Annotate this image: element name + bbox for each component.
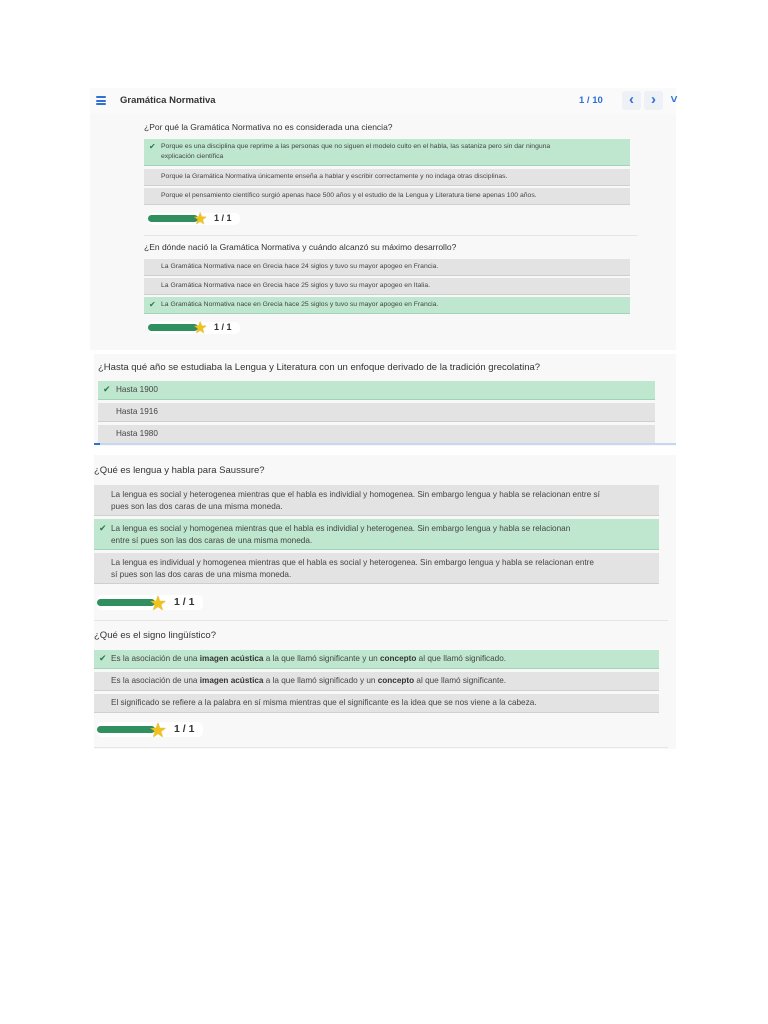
question-block-3 — [94, 455, 676, 749]
page-title: Gramática Normativa — [120, 95, 216, 106]
option-text: Es la asociación de una imagen acústica a la que llamó significado y un concepto al que llamó significante. — [111, 676, 507, 685]
progress-bar — [148, 215, 198, 222]
option-text: La Gramática Normativa nace en Grecia hace 25 siglos y tuvo su mayor apogeo en Francia. — [161, 301, 439, 308]
option-text: Porque el pensamiento científico surgió apenas hace 500 años y el estudio de la Lengua y Literatura tiene apenas 100 años. — [161, 192, 537, 199]
chevron-right-icon: › — [651, 91, 656, 108]
question-block-2 — [94, 354, 676, 446]
answer-option[interactable] — [98, 425, 655, 444]
score-indicator — [97, 720, 207, 740]
divider — [94, 620, 668, 621]
option-text: Hasta 1900 — [116, 385, 158, 394]
check-icon: ✔ — [99, 653, 107, 663]
answer-option[interactable] — [94, 553, 659, 584]
option-text: Es la asociación de una imagen acústica a la que llamó significante y un concepto al que llamó significado. — [111, 654, 507, 663]
menu-icon[interactable] — [96, 96, 106, 104]
answer-option-correct[interactable] — [144, 139, 630, 166]
score-text: 1 / 1 — [214, 213, 232, 223]
prev-page-button[interactable] — [622, 91, 641, 110]
answer-option[interactable] — [94, 672, 659, 691]
option-text: La Gramática Normativa nace en Grecia hace 24 siglos y tuvo su mayor apogeo en Francia. — [161, 263, 439, 270]
answer-option-correct[interactable] — [94, 650, 659, 669]
score-indicator — [148, 211, 244, 227]
progress-bar — [97, 726, 155, 733]
top-bar — [90, 88, 676, 114]
question-prompt: ¿Por qué la Gramática Normativa no es considerada una ciencia? — [144, 122, 393, 132]
star-icon: ★ — [149, 593, 167, 615]
answer-option[interactable] — [144, 278, 630, 295]
option-text: Hasta 1980 — [116, 429, 158, 438]
score-text: 1 / 1 — [214, 322, 232, 332]
answer-option[interactable] — [98, 403, 655, 422]
page-counter: 1 / 10 — [579, 95, 603, 106]
option-text: Hasta 1916 — [116, 407, 158, 416]
check-icon: ✔ — [149, 142, 156, 151]
expand-menu-button[interactable] — [670, 91, 678, 110]
score-text: 1 / 1 — [174, 596, 195, 608]
divider-accent — [94, 443, 100, 445]
question-block-1 — [90, 114, 676, 350]
question-prompt: ¿Qué es el signo lingüístico? — [94, 630, 216, 641]
check-icon: ✔ — [103, 384, 111, 394]
question-prompt: ¿Hasta qué año se estudiaba la Lengua y Literatura con un enfoque derivado de la tradición grecolatina? — [98, 362, 541, 373]
score-indicator — [148, 320, 244, 336]
divider — [94, 443, 676, 445]
option-text: La lengua es individual y homogenea mientras que el habla es social y heterogenea. Sin embargo lengua y habla se relacionan entre sí pues son las dos caras de una misma moneda. — [111, 558, 594, 579]
option-text: La lengua es social y homogenea mientras que el habla es individial y heterogenea. Sin embargo lengua y habla se relacionan entre sí pues son las dos caras de una misma moneda. — [111, 524, 571, 545]
answer-option[interactable] — [144, 188, 630, 205]
option-text: La Gramática Normativa nace en Grecia hace 25 siglos y tuvo su mayor apogeo en Italia. — [161, 282, 430, 289]
check-icon: ✔ — [99, 523, 107, 533]
star-icon: ★ — [193, 211, 208, 228]
question-prompt: ¿Qué es lengua y habla para Saussure? — [94, 465, 265, 476]
question-prompt: ¿En dónde nació la Gramática Normativa y cuándo alcanzó su máximo desarrollo? — [144, 242, 457, 252]
option-text: Porque la Gramática Normativa únicamente enseña a hablar y escribir correctamente y no indaga otras disciplinas. — [161, 173, 508, 180]
next-page-button[interactable] — [644, 91, 663, 110]
score-indicator — [97, 593, 207, 613]
check-icon: ✔ — [149, 300, 156, 309]
answer-option-correct[interactable] — [98, 381, 655, 400]
progress-bar — [97, 599, 155, 606]
option-text: El significado se refiere a la palabra en sí misma mientras que el significante es la idea que se nos viene a la cabeza. — [111, 698, 537, 707]
star-icon: ★ — [149, 720, 167, 742]
answer-option[interactable] — [94, 485, 659, 516]
answer-option-correct[interactable] — [94, 519, 659, 550]
answer-option-correct[interactable] — [144, 297, 630, 314]
answer-option[interactable] — [94, 694, 659, 713]
chevron-left-icon: ‹ — [629, 91, 634, 108]
score-text: 1 / 1 — [174, 723, 195, 735]
divider — [94, 747, 668, 748]
option-text: La lengua es social y heterogenea mientras que el habla es individial y homogenea. Sin embargo lengua y habla se relacionan entre sí pues son las dos caras de una misma moneda. — [111, 490, 600, 511]
option-text: Porque es una disciplina que reprime a las personas que no siguen el modelo culto en el habla, las sataniza pero sin dar ninguna explicación científica — [161, 143, 551, 160]
progress-bar — [148, 324, 198, 331]
chevron-down-icon: ˅ — [670, 92, 678, 106]
answer-option[interactable] — [144, 259, 630, 276]
star-icon: ★ — [193, 320, 208, 337]
answer-option[interactable] — [144, 169, 630, 186]
divider — [144, 235, 638, 236]
